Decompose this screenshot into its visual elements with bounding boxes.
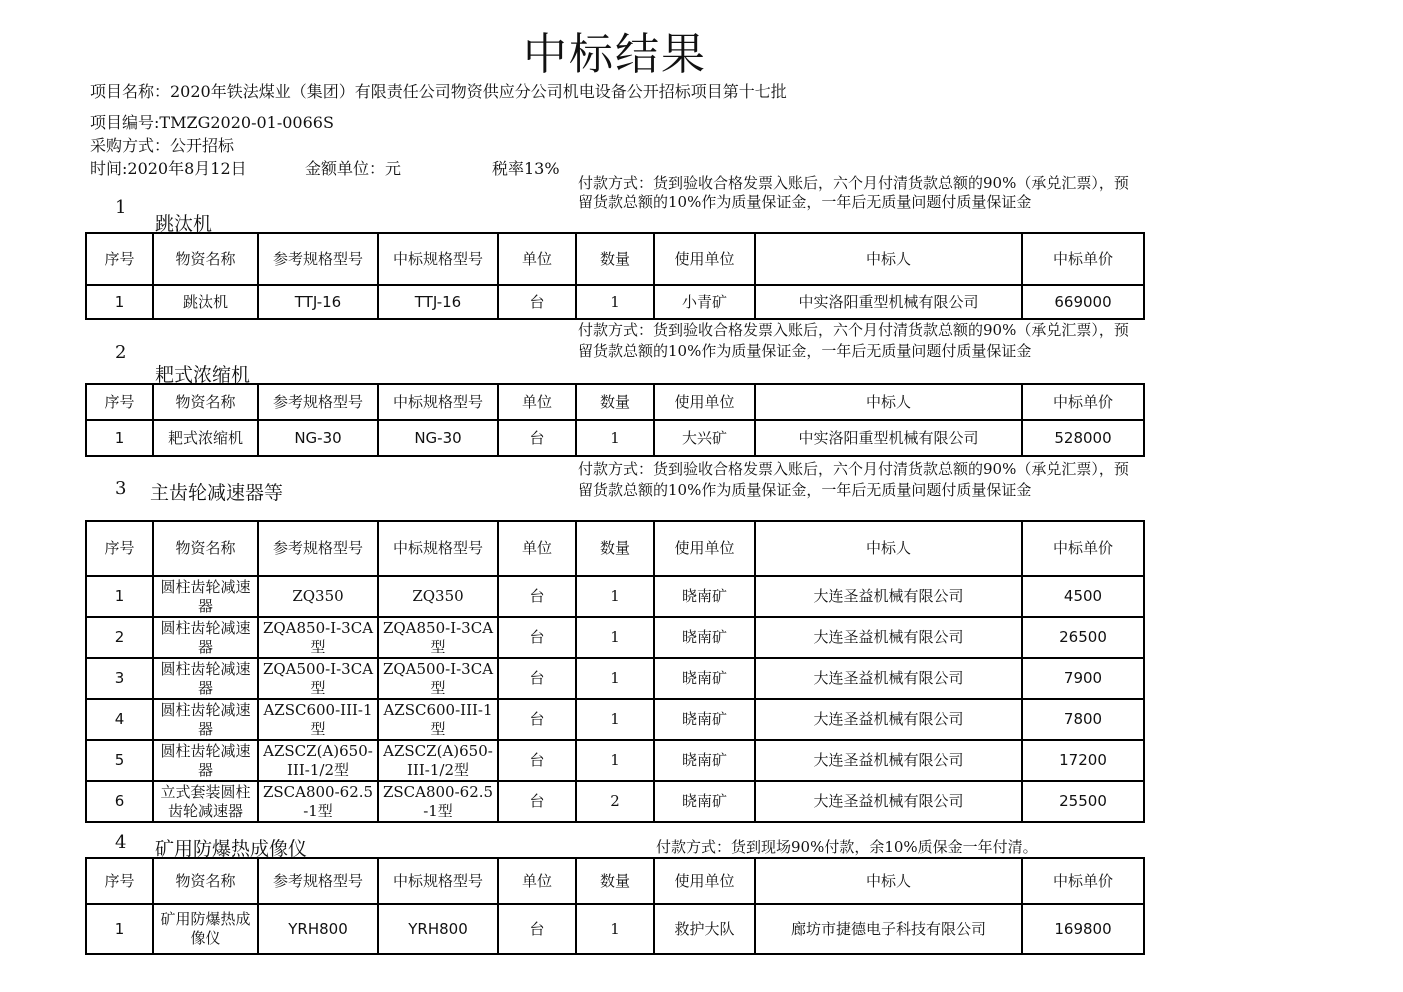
header-unit: 单位	[498, 384, 576, 420]
header-qty: 数量	[576, 521, 654, 576]
cell-bid-spec: ZQA500-Ⅰ-3CA型	[378, 658, 498, 699]
header-unit: 单位	[498, 858, 576, 904]
cell-seq: 4	[86, 699, 153, 740]
cell-item-name: 圆柱齿轮减速器	[153, 617, 258, 658]
header-seq: 序号	[86, 384, 153, 420]
header-bid-spec: 中标规格型号	[378, 858, 498, 904]
cell-bid-spec: TTJ-16	[378, 285, 498, 319]
cell-winner: 大连圣益机械有限公司	[755, 781, 1022, 822]
cell-user-unit: 晓南矿	[654, 658, 755, 699]
cell-unit-price: 7800	[1022, 699, 1144, 740]
cell-qty: 1	[576, 576, 654, 617]
header-seq: 序号	[86, 521, 153, 576]
header-unit-price: 中标单价	[1022, 521, 1144, 576]
table-row	[86, 740, 1144, 781]
cell-unit-price: 528000	[1022, 420, 1144, 456]
table-header-row	[86, 233, 1144, 285]
cell-bid-spec: ZQA850-Ⅰ-3CA型	[378, 617, 498, 658]
cell-unit: 台	[498, 740, 576, 781]
cell-bid-spec: NG-30	[378, 420, 498, 456]
section-3-table	[85, 520, 1145, 823]
cell-user-unit: 晓南矿	[654, 699, 755, 740]
cell-item-name: 跳汰机	[153, 285, 258, 319]
header-user-unit: 使用单位	[654, 858, 755, 904]
cell-unit-price: 7900	[1022, 658, 1144, 699]
cell-unit: 台	[498, 576, 576, 617]
cell-qty: 1	[576, 658, 654, 699]
cell-item-name: 矿用防爆热成像仪	[153, 904, 258, 954]
header-unit: 单位	[498, 233, 576, 285]
table-row	[86, 658, 1144, 699]
section-3-payment-terms: 付款方式：货到验收合格发票入账后，六个月付清货款总额的90%（承兑汇票），预留货款总额的10%作为质量保证金，一年后无质量问题付质量保证金	[578, 460, 1129, 499]
tax-rate: 税率13%	[492, 159, 560, 178]
header-item-name: 物资名称	[153, 233, 258, 285]
cell-bid-spec: AZSC600-III-1型	[378, 699, 498, 740]
cell-ref-spec: ZQA850-Ⅰ-3CA型	[258, 617, 378, 658]
header-qty: 数量	[576, 858, 654, 904]
header-qty: 数量	[576, 233, 654, 285]
table-row	[86, 699, 1144, 740]
cell-winner: 大连圣益机械有限公司	[755, 699, 1022, 740]
cell-unit: 台	[498, 420, 576, 456]
header-ref-spec: 参考规格型号	[258, 233, 378, 285]
header-seq: 序号	[86, 233, 153, 285]
table-row	[86, 576, 1144, 617]
cell-unit: 台	[498, 699, 576, 740]
cell-qty: 1	[576, 699, 654, 740]
cell-user-unit: 小青矿	[654, 285, 755, 319]
cell-seq: 2	[86, 617, 153, 658]
cell-bid-spec: ZSCA800-62.5-1型	[378, 781, 498, 822]
project-name: 项目名称：2020年铁法煤业（集团）有限责任公司物资供应分公司机电设备公开招标项目第十七批	[90, 82, 787, 101]
header-user-unit: 使用单位	[654, 521, 755, 576]
cell-item-name: 圆柱齿轮减速器	[153, 740, 258, 781]
cell-seq: 1	[86, 576, 153, 617]
cell-ref-spec: YRH800	[258, 904, 378, 954]
purchase-method: 采购方式：公开招标	[90, 136, 235, 155]
header-unit: 单位	[498, 521, 576, 576]
section-1-number: 1	[115, 197, 127, 218]
bid-date: 时间:2020年8月12日	[90, 159, 247, 178]
cell-unit: 台	[498, 658, 576, 699]
amount-unit: 金额单位：元	[305, 159, 402, 178]
header-item-name: 物资名称	[153, 521, 258, 576]
table-row	[86, 420, 1144, 456]
header-ref-spec: 参考规格型号	[258, 521, 378, 576]
cell-item-name: 圆柱齿轮减速器	[153, 699, 258, 740]
header-user-unit: 使用单位	[654, 233, 755, 285]
section-4-name: 矿用防爆热成像仪	[155, 838, 308, 860]
header-qty: 数量	[576, 384, 654, 420]
section-1-table	[85, 232, 1145, 320]
section-2-number: 2	[115, 342, 127, 363]
header-ref-spec: 参考规格型号	[258, 384, 378, 420]
table-row	[86, 781, 1144, 822]
cell-user-unit: 大兴矿	[654, 420, 755, 456]
cell-ref-spec: NG-30	[258, 420, 378, 456]
cell-seq: 1	[86, 904, 153, 954]
header-seq: 序号	[86, 858, 153, 904]
cell-qty: 1	[576, 285, 654, 319]
cell-seq: 3	[86, 658, 153, 699]
cell-item-name: 耙式浓缩机	[153, 420, 258, 456]
cell-seq: 1	[86, 285, 153, 319]
cell-item-name: 圆柱齿轮减速器	[153, 658, 258, 699]
header-unit-price: 中标单价	[1022, 233, 1144, 285]
cell-ref-spec: TTJ-16	[258, 285, 378, 319]
table-header-row	[86, 521, 1144, 576]
cell-qty: 1	[576, 740, 654, 781]
cell-winner: 中实洛阳重型机械有限公司	[755, 420, 1022, 456]
header-winner: 中标人	[755, 233, 1022, 285]
section-4-payment-terms: 付款方式：货到现场90%付款，余10%质保金一年付清。	[656, 838, 1038, 856]
cell-user-unit: 晓南矿	[654, 781, 755, 822]
cell-winner: 大连圣益机械有限公司	[755, 576, 1022, 617]
table-row	[86, 617, 1144, 658]
cell-ref-spec: AZSC600-III-1型	[258, 699, 378, 740]
cell-unit-price: 169800	[1022, 904, 1144, 954]
section-4-table	[85, 857, 1145, 955]
cell-qty: 1	[576, 617, 654, 658]
cell-winner: 廊坊市捷德电子科技有限公司	[755, 904, 1022, 954]
cell-item-name: 圆柱齿轮减速器	[153, 576, 258, 617]
cell-unit-price: 4500	[1022, 576, 1144, 617]
table-header-row	[86, 858, 1144, 904]
section-4-number: 4	[115, 832, 127, 853]
table-row	[86, 285, 1144, 319]
cell-user-unit: 晓南矿	[654, 576, 755, 617]
header-bid-spec: 中标规格型号	[378, 233, 498, 285]
section-2-payment-terms: 付款方式：货到验收合格发票入账后，六个月付清货款总额的90%（承兑汇票），预留货款总额的10%作为质量保证金，一年后无质量问题付质量保证金	[578, 321, 1129, 360]
header-item-name: 物资名称	[153, 858, 258, 904]
cell-unit-price: 25500	[1022, 781, 1144, 822]
cell-winner: 中实洛阳重型机械有限公司	[755, 285, 1022, 319]
cell-qty: 1	[576, 420, 654, 456]
cell-ref-spec: ZQA500-Ⅰ-3CA型	[258, 658, 378, 699]
cell-user-unit: 救护大队	[654, 904, 755, 954]
cell-user-unit: 晓南矿	[654, 617, 755, 658]
header-unit-price: 中标单价	[1022, 858, 1144, 904]
cell-user-unit: 晓南矿	[654, 740, 755, 781]
header-item-name: 物资名称	[153, 384, 258, 420]
cell-unit-price: 17200	[1022, 740, 1144, 781]
header-winner: 中标人	[755, 858, 1022, 904]
page-title: 中标结果	[523, 29, 707, 80]
cell-ref-spec: ZSCA800-62.5-1型	[258, 781, 378, 822]
header-unit-price: 中标单价	[1022, 384, 1144, 420]
cell-seq: 6	[86, 781, 153, 822]
cell-unit: 台	[498, 904, 576, 954]
section-3-name: 主齿轮减速器等	[150, 482, 284, 504]
cell-qty: 1	[576, 904, 654, 954]
cell-qty: 2	[576, 781, 654, 822]
section-1-payment-terms: 付款方式：货到验收合格发票入账后，六个月付清货款总额的90%（承兑汇票），预留货款总额的10%作为质量保证金，一年后无质量问题付质量保证金	[578, 174, 1129, 211]
cell-unit: 台	[498, 285, 576, 319]
header-winner: 中标人	[755, 521, 1022, 576]
header-ref-spec: 参考规格型号	[258, 858, 378, 904]
cell-unit: 台	[498, 617, 576, 658]
project-code: 项目编号:TMZG2020-01-0066S	[90, 113, 334, 132]
cell-bid-spec: YRH800	[378, 904, 498, 954]
cell-winner: 大连圣益机械有限公司	[755, 658, 1022, 699]
cell-seq: 5	[86, 740, 153, 781]
cell-ref-spec: ZQ350	[258, 576, 378, 617]
cell-unit-price: 26500	[1022, 617, 1144, 658]
cell-seq: 1	[86, 420, 153, 456]
cell-bid-spec: AZSCZ(A)650-III-1/2型	[378, 740, 498, 781]
cell-item-name: 立式套装圆柱齿轮减速器	[153, 781, 258, 822]
section-2-name: 耙式浓缩机	[155, 364, 251, 386]
header-bid-spec: 中标规格型号	[378, 384, 498, 420]
cell-ref-spec: AZSCZ(A)650-III-1/2型	[258, 740, 378, 781]
table-header-row	[86, 384, 1144, 420]
header-bid-spec: 中标规格型号	[378, 521, 498, 576]
cell-winner: 大连圣益机械有限公司	[755, 740, 1022, 781]
header-user-unit: 使用单位	[654, 384, 755, 420]
table-row	[86, 904, 1144, 954]
cell-bid-spec: ZQ350	[378, 576, 498, 617]
cell-unit: 台	[498, 781, 576, 822]
section-2-table	[85, 383, 1145, 457]
section-3-number: 3	[115, 478, 127, 499]
cell-unit-price: 669000	[1022, 285, 1144, 319]
section-1-name: 跳汰机	[155, 213, 213, 235]
header-winner: 中标人	[755, 384, 1022, 420]
cell-winner: 大连圣益机械有限公司	[755, 617, 1022, 658]
